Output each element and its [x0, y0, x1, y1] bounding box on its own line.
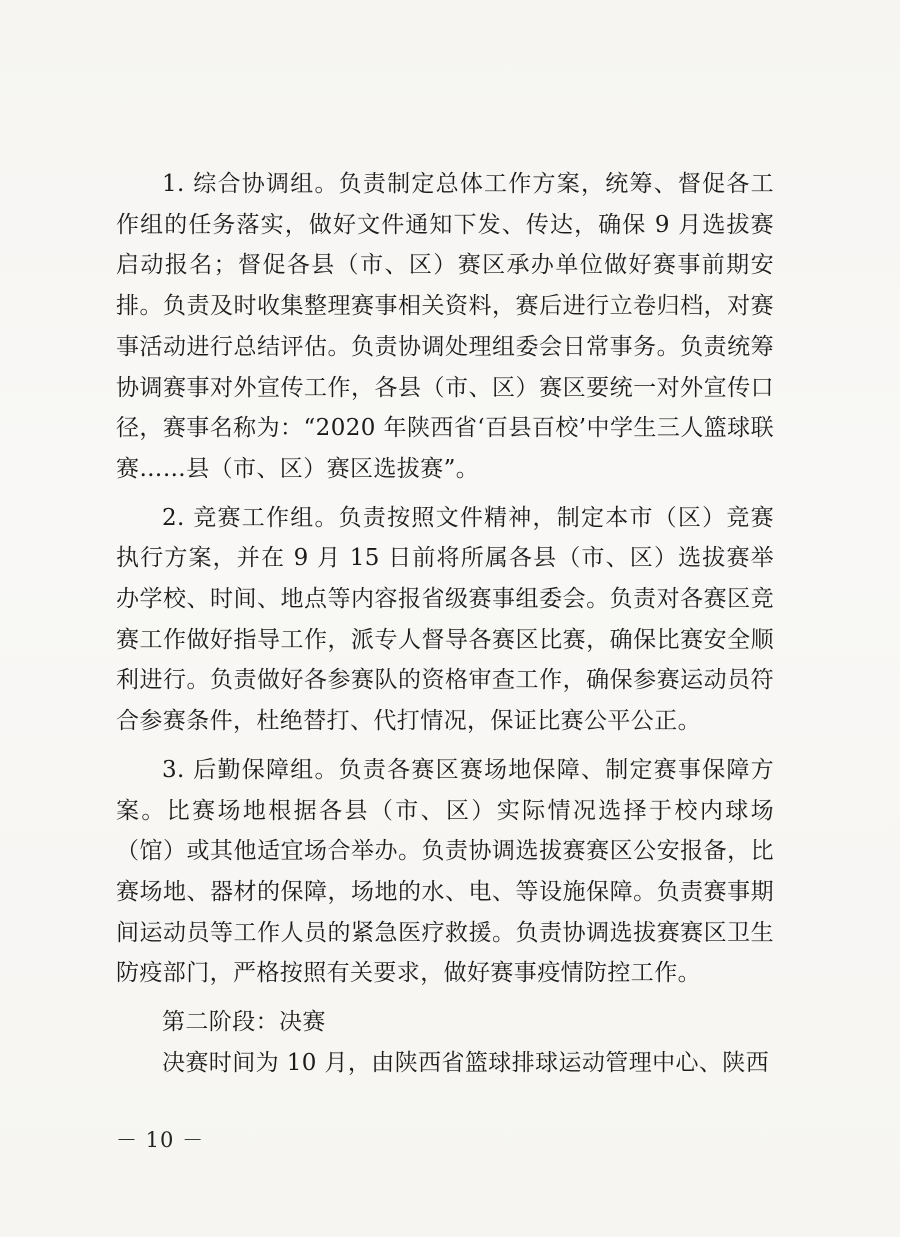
paragraph-finals-intro: 决赛时间为 10 月，由陕西省篮球排球运动管理中心、陕西: [162, 1049, 770, 1076]
page-number: － 10 －: [116, 1128, 205, 1152]
paragraph-logistics-support-group: 3. 后勤保障组。负责各赛区赛场地保障、制定赛事保障方案。比赛场地根据各县（市、区）实际情况选择于校内球场（馆）或其他适宜场合举办。负责协调选拔赛赛区公安报备，比赛场地、器材的保障，场地的水、电、等设施保障。负责赛事期间运动员等工作人员的紧急医疗救援。负责协调选拔赛赛区卫生防疫部门，严格按照有关要求，做好赛事疫情防控工作。: [116, 756, 774, 987]
paragraph-comprehensive-coordination-group: 1. 综合协调组。负责制定总体工作方案，统筹、督促各工作组的任务落实，做好文件通知下发、传达，确保 9 月选拔赛启动报名；督促各县（市、区）赛区承办单位做好赛事前期安排。负责及时收集整理赛事相关资料，赛后进行立卷归档，对赛事活动进行总结评估。负责协调处理组委会日常事务。负责统筹协调赛事对外宣传工作，各县（市、区）赛区要统一对外宣传口径，赛事名称为：“2020 年陕西省‘百县百校’中学生三人篮球联赛……县（市、区）赛区选拔赛”。: [116, 171, 774, 482]
paragraph-competition-work-group: 2. 竞赛工作组。负责按照文件精神，制定本市（区）竞赛执行方案，并在 9 月 15 日前将所属各县（市、区）选拔赛举办学校、时间、地点等内容报省级赛事组委会。负责对各赛区竞赛工作做好指导工作，派专人督导各赛区比赛，确保比赛安全顺利进行。负责做好各参赛队的资格审查工作，确保参赛运动员符合参赛条件，杜绝替打、代打情况，保证比赛公平公正。: [116, 504, 774, 735]
section-heading-finals: 第二阶段：决赛: [162, 1009, 326, 1036]
document-body: [116, 164, 774, 1083]
